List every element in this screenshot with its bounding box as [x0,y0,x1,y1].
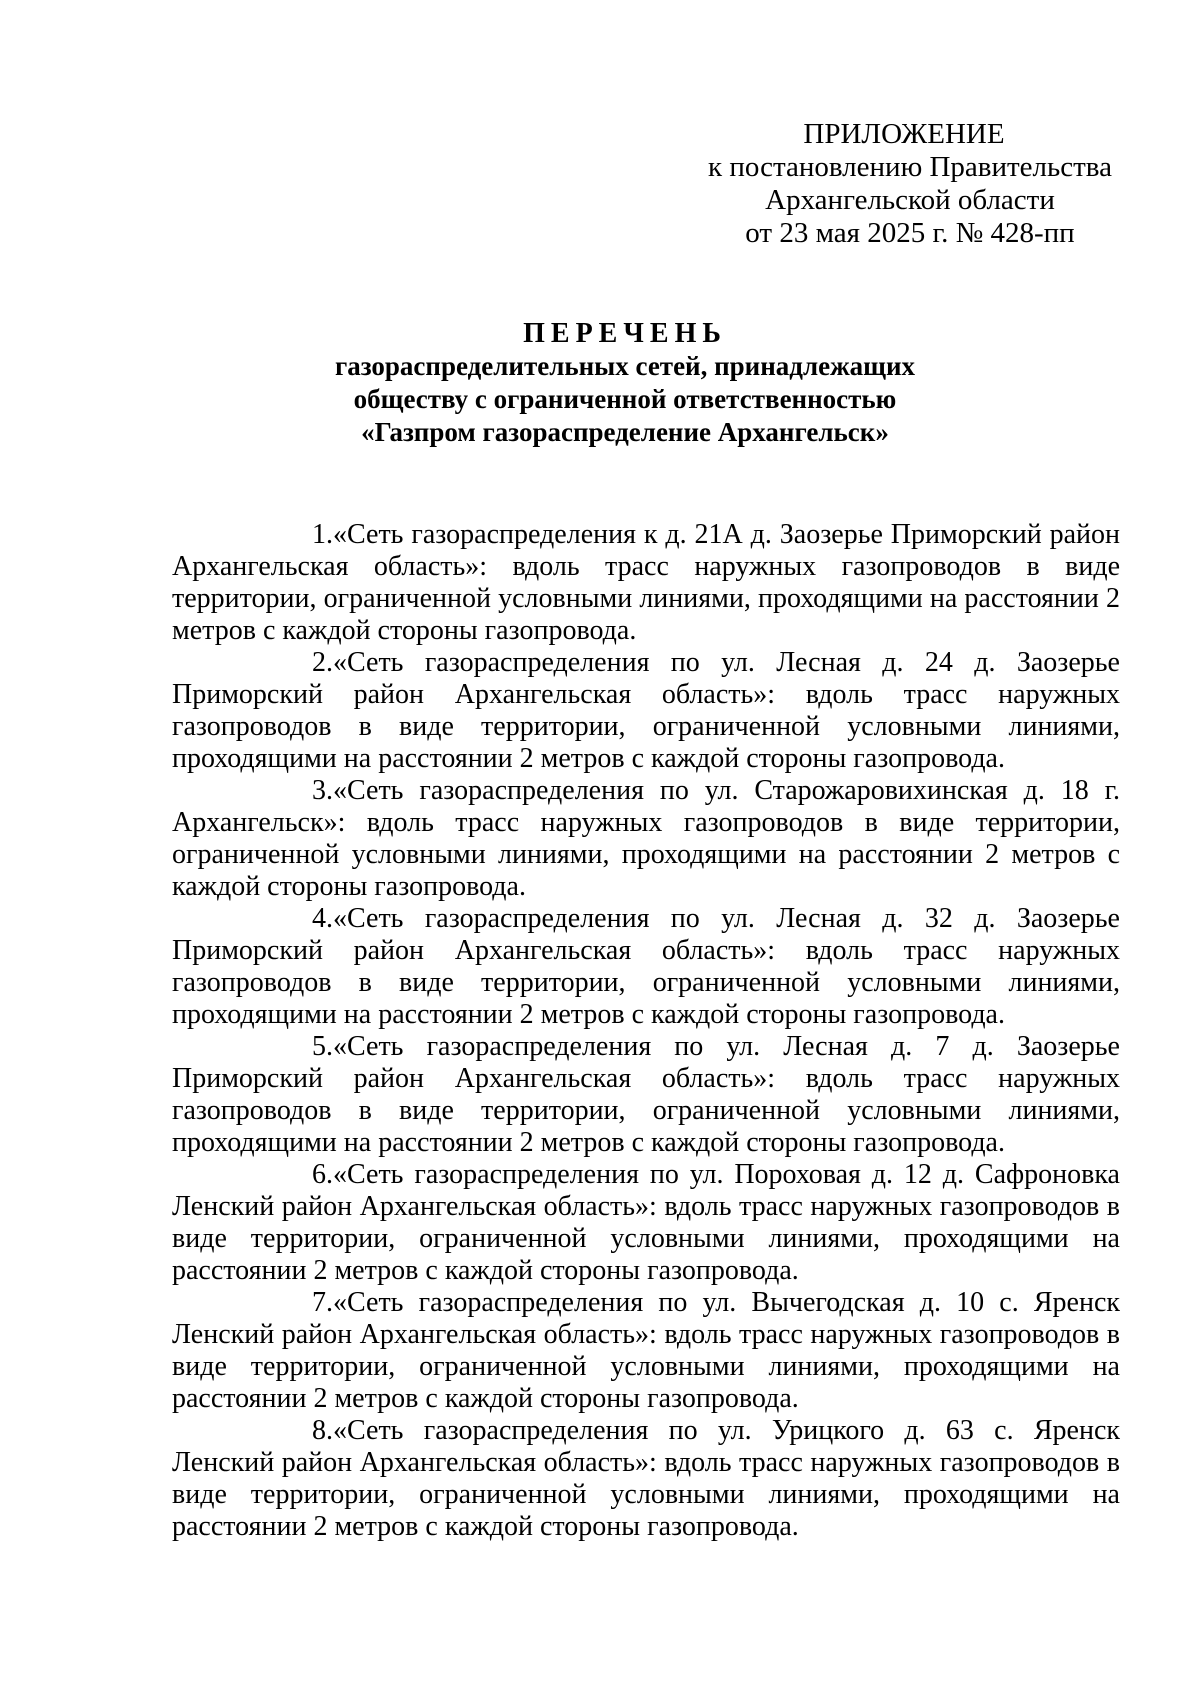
list-item-number: 6. [312,1159,333,1190]
list-item [172,519,1120,647]
list-item-text: «Сеть газораспределения по ул. Вычегодская д. 10 с. Яренск Ленский район Архангельская область»: вдоль трасс наружных газопроводов в виде территории, ограниченной условными линиями, проходящими на расстоянии 2 метров с каждой стороны газопровода. [172,1287,1120,1414]
appendix-title: ПРИЛОЖЕНИЕ [803,118,1005,150]
network-list [172,519,1120,1543]
list-item-text: «Сеть газораспределения по ул. Лесная д. 7 д. Заозерье Приморский район Архангельская область»: вдоль трасс наружных газопроводов в виде территории, ограниченной условными линиями, проходящими на расстоянии 2 метров с каждой стороны газопровода. [172,1031,1120,1158]
appendix-line-3: от 23 мая 2025 г. № 428-пп [745,217,1075,249]
list-item-text: «Сеть газораспределения по ул. Лесная д. 24 д. Заозерье Приморский район Архангельская область»: вдоль трасс наружных газопроводов в виде территории, ограниченной условными линиями, проходящими на расстоянии 2 метров с каждой стороны газопровода. [172,647,1120,774]
list-item-number: 2. [312,647,333,678]
list-item [172,647,1120,775]
document-title: ПЕРЕЧЕНЬ [523,318,727,349]
appendix-header [680,118,1140,250]
heading-line-2: обществу с ограниченной ответственностью [353,384,897,414]
heading-line-3: «Газпром газораспределение Архангельск» [361,417,889,447]
list-item [172,1287,1120,1415]
list-item-text: «Сеть газораспределения по ул. Лесная д. 32 д. Заозерье Приморский район Архангельская область»: вдоль трасс наружных газопроводов в виде территории, ограниченной условными линиями, проходящими на расстоянии 2 метров с каждой стороны газопровода. [172,903,1120,1030]
list-item-number: 5. [312,1031,333,1062]
list-item-number: 4. [312,903,333,934]
list-item [172,775,1120,903]
appendix-line-1: к постановлению Правительства [708,151,1112,183]
appendix-line-2: Архангельской области [765,184,1055,216]
list-item-text: «Сеть газораспределения по ул. Урицкого д. 63 с. Яренск Ленский район Архангельская область»: вдоль трасс наружных газопроводов в виде территории, ограниченной условными линиями, проходящими на расстоянии 2 метров с каждой стороны газопровода. [172,1415,1120,1542]
list-item-number: 1. [312,519,333,550]
list-item [172,903,1120,1031]
list-item-number: 8. [312,1415,333,1446]
list-item-text: «Сеть газораспределения по ул. Старожаровихинская д. 18 г. Архангельск»: вдоль трасс наружных газопроводов в виде территории, ограниченной условными линиями, проходящими на расстоянии 2 метров с каждой стороны газопровода. [172,775,1120,902]
list-item-text: «Сеть газораспределения к д. 21А д. Заозерье Приморский район Архангельская область»: вдоль трасс наружных газопроводов в виде территории, ограниченной условными линиями, проходящими на расстоянии 2 метров с каждой стороны газопровода. [172,519,1120,646]
list-item-text: «Сеть газораспределения по ул. Пороховая д. 12 д. Сафроновка Ленский район Архангельская область»: вдоль трасс наружных газопроводов в виде территории, ограниченной условными линиями, проходящими на расстоянии 2 метров с каждой стороны газопровода. [172,1159,1120,1286]
heading-line-1: газораспределительных сетей, принадлежащих [334,351,916,381]
list-item [172,1415,1120,1543]
list-item-number: 7. [312,1287,333,1318]
list-item [172,1031,1120,1159]
document-heading [160,317,1090,449]
list-item [172,1159,1120,1287]
list-item-number: 3. [312,775,333,806]
